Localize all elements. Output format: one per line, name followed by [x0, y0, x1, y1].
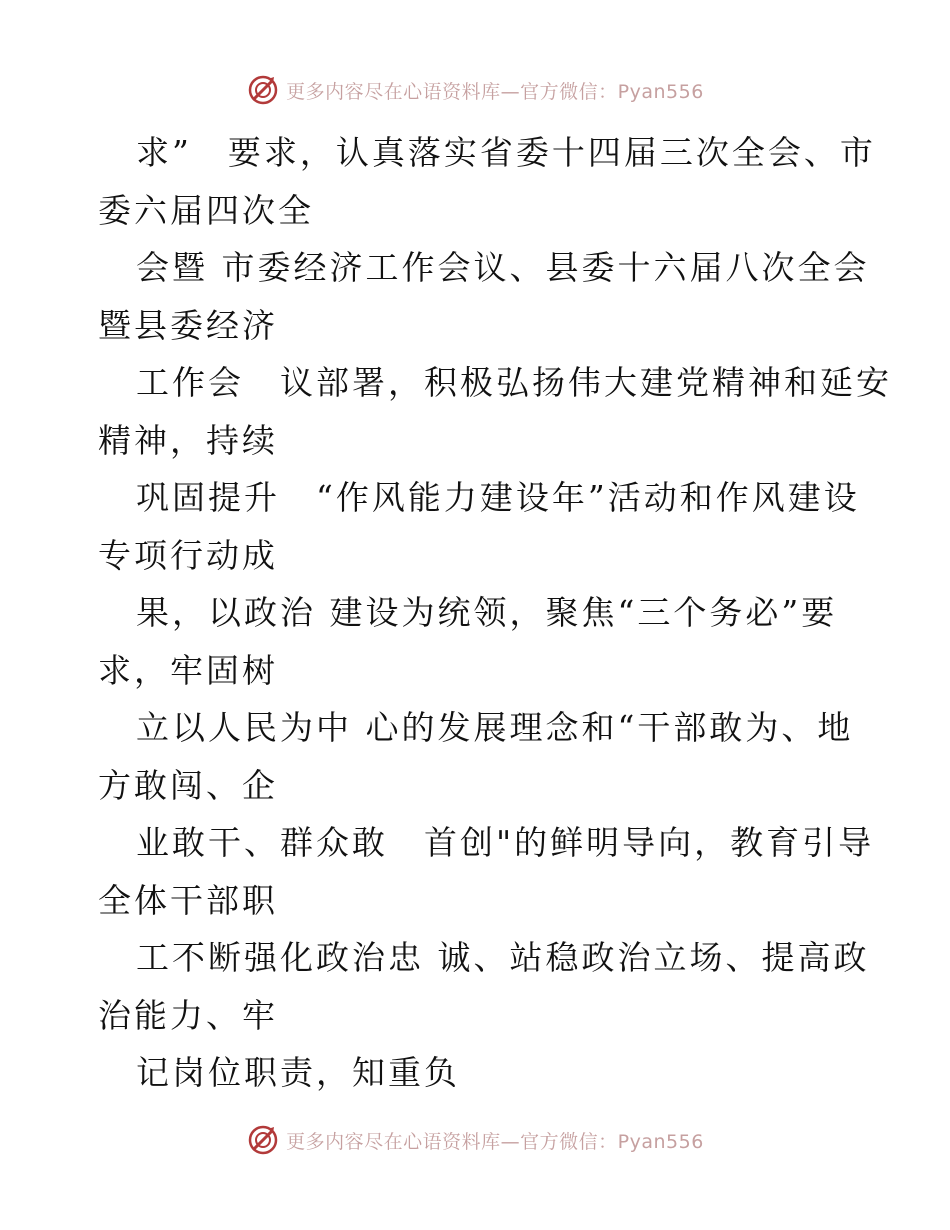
- text-line: 暨县委经济: [98, 305, 278, 345]
- header-watermark-text: 更多内容尽在心语资料库—官方微信：Pyan556: [286, 80, 704, 103]
- text-line: 工不断强化政治忠 诚、站稳政治立场、提高政: [136, 938, 870, 977]
- text-line: 专项行动成: [98, 535, 278, 575]
- footer-watermark-text: 更多内容尽在心语资料库—官方微信：Pyan556: [286, 1130, 704, 1153]
- brand-logo-icon: [246, 1123, 280, 1157]
- text-line: 果，以政治 建设为统领，聚焦“三个务必”要: [136, 593, 838, 632]
- text-line: 业敢干、群众敢 首创"的鲜明导向，教育引导: [136, 823, 875, 862]
- text-line: 治能力、牢: [98, 995, 278, 1035]
- text-line: 全体干部职: [98, 880, 278, 920]
- text-line: 记岗位职责，知重负: [136, 1053, 460, 1092]
- text-line: 方敢闯、企: [98, 765, 278, 805]
- text-line: 委六届四次全: [98, 190, 314, 230]
- text-line: 工作会 议部署，积极弘扬伟大建党精神和延安: [136, 363, 892, 402]
- document-body: [98, 124, 892, 1102]
- text-line: 巩固提升 “作风能力建设年”活动和作风建设: [136, 478, 860, 517]
- text-line: 会暨 市委经济工作会议、县委十六届八次全会: [136, 248, 870, 287]
- footer-watermark-banner: [0, 1120, 950, 1160]
- text-line: 求” 要求，认真落实省委十四届三次全会、市: [136, 133, 876, 172]
- text-line: 精神，持续: [98, 420, 278, 460]
- text-line: 求，牢固树: [98, 650, 278, 690]
- brand-logo-icon: [246, 73, 280, 107]
- text-line: 立以人民为中 心的发展理念和“干部敢为、地: [136, 708, 854, 747]
- header-watermark-banner: [0, 70, 950, 110]
